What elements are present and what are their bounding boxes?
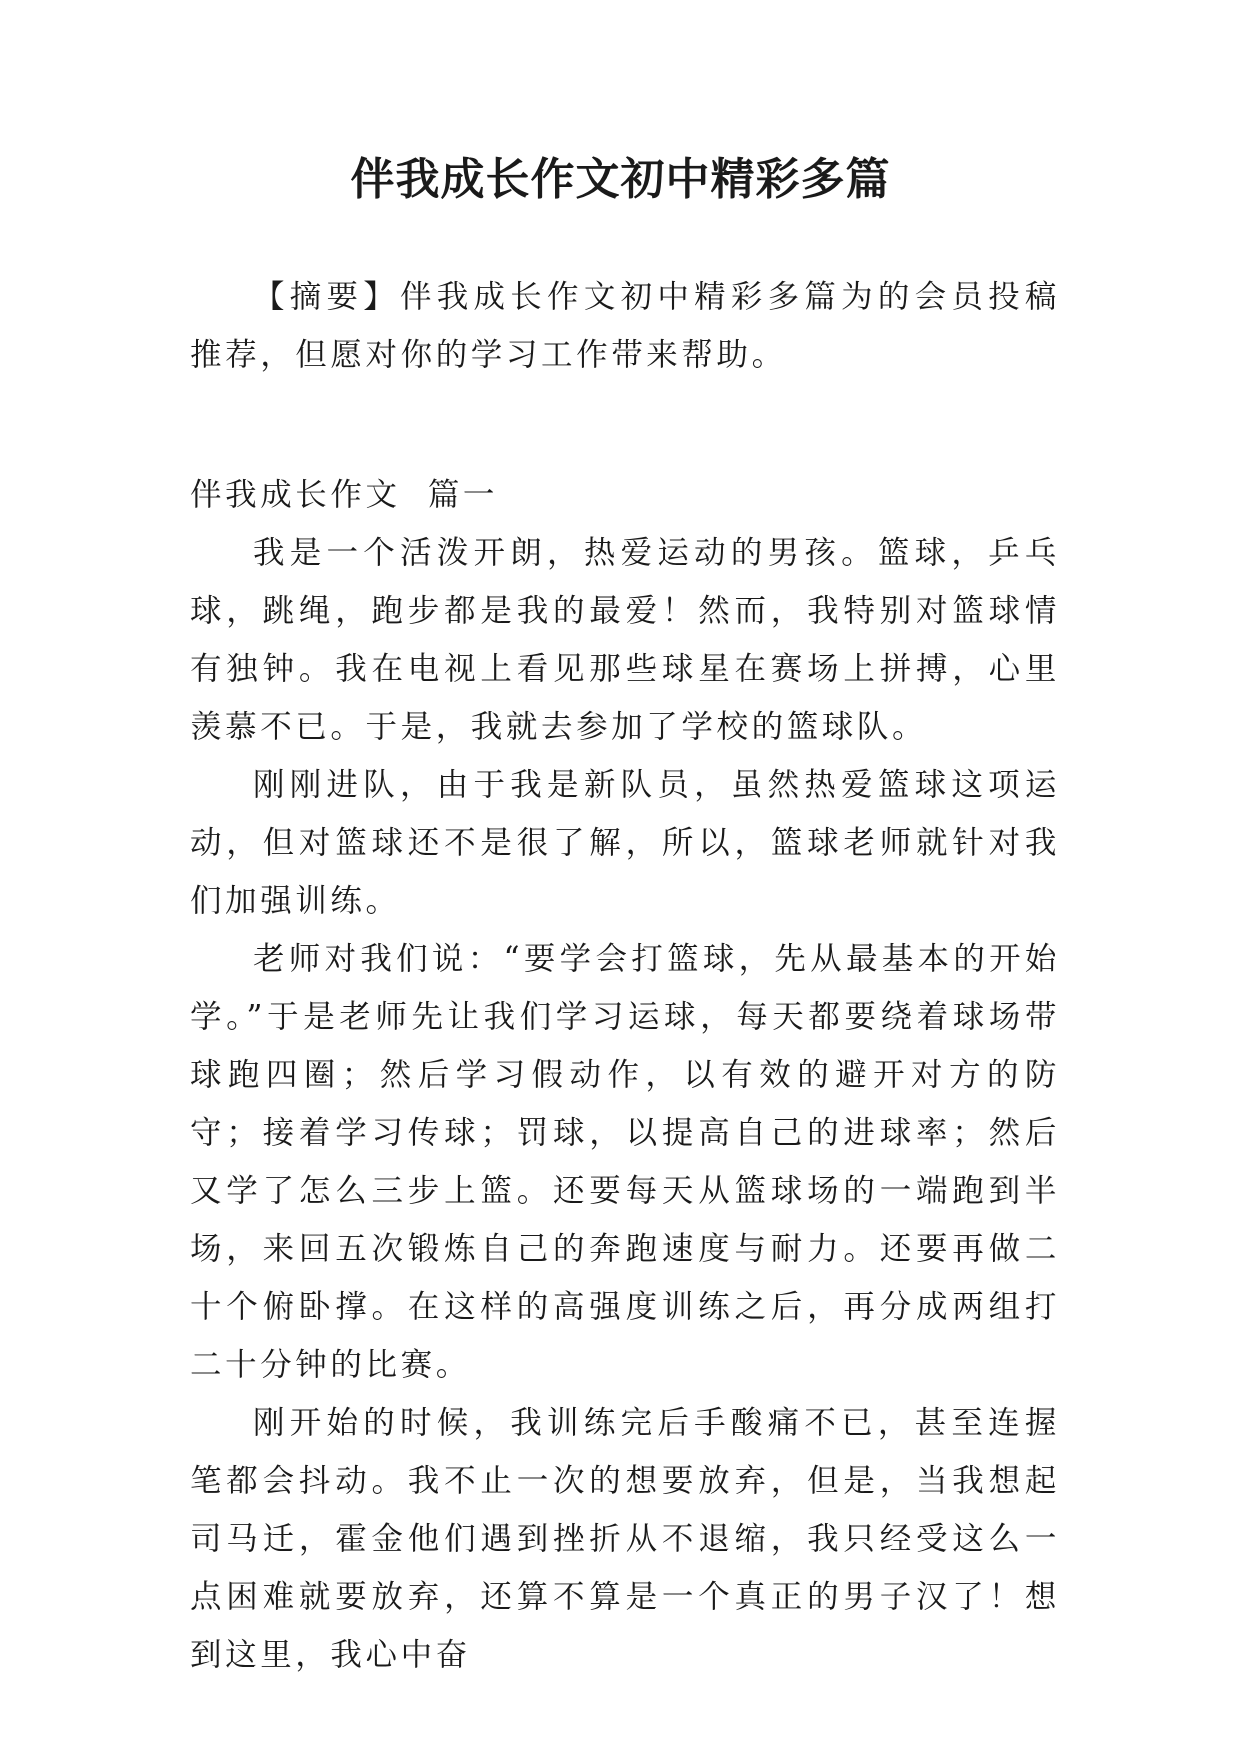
section-heading: 伴我成长作文 篇一	[190, 477, 499, 513]
abstract-paragraph: 【摘要】伴我成长作文初中精彩多篇为的会员投稿推荐，但愿对你的学习工作带来帮助。	[190, 279, 1060, 373]
paragraph-4: 刚开始的时候，我训练完后手酸痛不已，甚至连握笔都会抖动。我不止一次的想要放弃，但是，当我想起司马迁，霍金他们遇到挫折从不退缩，我只经受这么一点困难就要放弃，还算不算是一个真正的男子汉了！想到这里，我心中奋	[190, 1405, 1060, 1673]
abstract-block	[190, 268, 1060, 384]
paragraph-2: 刚刚进队，由于我是新队员，虽然热爱篮球这项运动，但对篮球还不是很了解，所以，篮球老师就针对我们加强训练。	[190, 767, 1060, 919]
paragraph-1: 我是一个活泼开朗，热爱运动的男孩。篮球，乒乓球，跳绳，跑步都是我的最爱！然而，我特别对篮球情有独钟。我在电视上看见那些球星在赛场上拼搏，心里羡慕不已。于是，我就去参加了学校的篮球队。	[190, 535, 1060, 745]
paragraph-3: 老师对我们说：“要学会打篮球，先从最基本的开始学。”于是老师先让我们学习运球，每天都要绕着球场带球跑四圈；然后学习假动作，以有效的避开对方的防守；接着学习传球；罚球，以提高自己的进球率；然后又学了怎么三步上篮。还要每天从篮球场的一端跑到半场，来回五次锻炼自己的奔跑速度与耐力。还要再做二十个俯卧撑。在这样的高强度训练之后，再分成两组打二十分钟的比赛。	[190, 941, 1060, 1383]
document-title: 伴我成长作文初中精彩多篇	[350, 154, 891, 205]
essay-section	[190, 466, 1060, 1684]
